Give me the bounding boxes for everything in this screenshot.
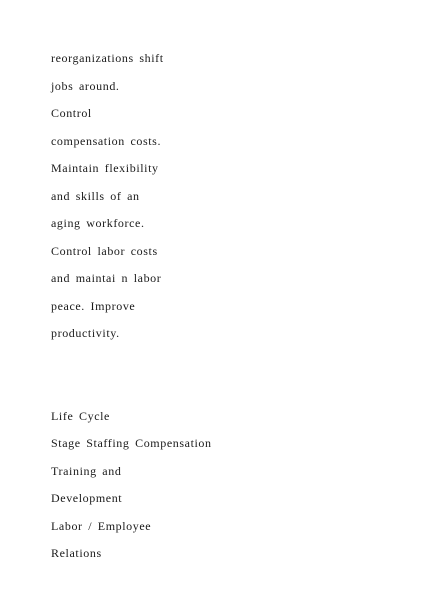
- text-line: Relations: [51, 546, 102, 560]
- text-line: compensation costs.: [51, 133, 162, 148]
- text-block-1: [51, 49, 212, 572]
- text-line: Maintain flexibility: [51, 161, 159, 175]
- text-line: Control: [51, 106, 92, 120]
- text-line: Training and: [51, 463, 122, 478]
- text-line: Development: [51, 491, 123, 505]
- text-line: Life Cycle: [51, 408, 110, 423]
- text-line: jobs around.: [51, 78, 120, 93]
- text-line: peace. Improve: [51, 298, 136, 313]
- text-line: productivity.: [51, 326, 120, 340]
- paragraph-gap: [51, 352, 212, 407]
- text-line: and maintai n labor: [51, 271, 162, 285]
- text-line: Control labor costs: [51, 243, 158, 258]
- text-line: Labor / Employee: [51, 518, 152, 533]
- text-line: Stage Staffing Compensation: [51, 436, 212, 450]
- text-line: and skills of an: [51, 188, 140, 203]
- text-line: reorganizations shift: [51, 51, 164, 65]
- text-line: aging workforce.: [51, 216, 145, 230]
